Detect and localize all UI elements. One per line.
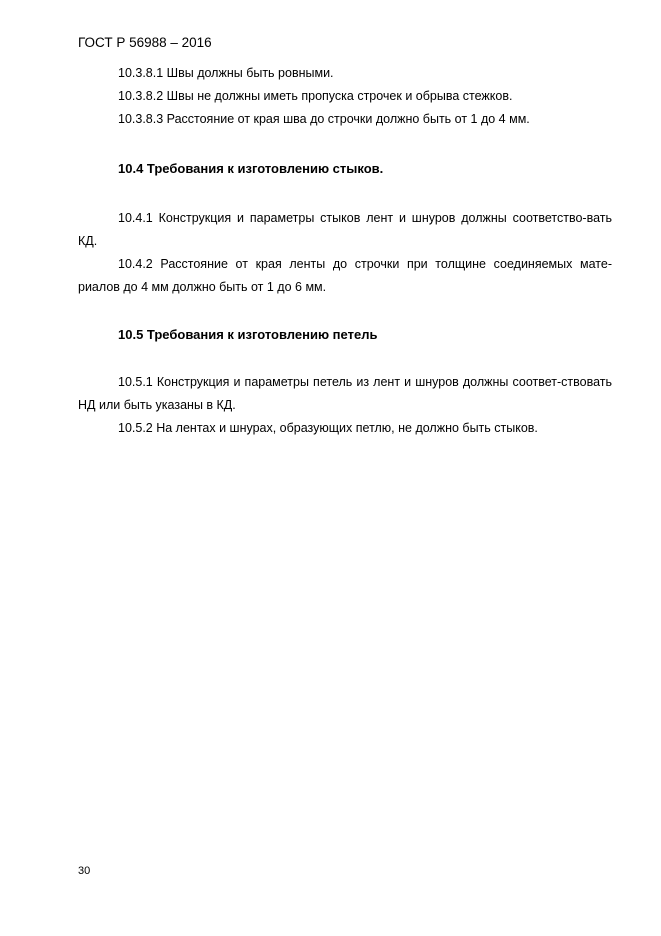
document-code-header: ГОСТ Р 56988 – 2016 xyxy=(78,35,212,50)
paragraph-10-3-8-3: 10.3.8.3 Расстояние от края шва до строчки должно быть от 1 до 4 мм. xyxy=(118,112,530,126)
paragraph-10-3-8-2: 10.3.8.2 Швы не должны иметь пропуска строчек и обрыва стежков. xyxy=(118,89,513,103)
paragraph-10-5-2: 10.5.2 На лентах и шнурах, образующих петлю, не должно быть стыков. xyxy=(118,421,538,435)
paragraph-10-3-8-1: 10.3.8.1 Швы должны быть ровными. xyxy=(118,66,334,80)
block-10-3-8 xyxy=(78,62,612,131)
section-heading-10-5: 10.5 Требования к изготовлению петель xyxy=(118,327,378,342)
paragraph-10-5-1: 10.5.1 Конструкция и параметры петель из лент и шнуров должны соответ-ствовать НД или быть указаны в КД. xyxy=(78,375,612,412)
section-heading-10-4: 10.4 Требования к изготовлению стыков. xyxy=(118,161,384,176)
section-10-5 xyxy=(78,323,612,346)
paragraph-10-4-1: 10.4.1 Конструкция и параметры стыков лент и шнуров должны соответство-вать КД. xyxy=(78,211,612,248)
page-number: 30 xyxy=(78,865,91,877)
section-10-4 xyxy=(78,157,612,180)
paragraph-10-4-2: 10.4.2 Расстояние от края ленты до строчки при толщине соединяемых мате-риалов до 4 мм должно быть от 1 до 6 мм. xyxy=(78,257,612,294)
section-10-5-body xyxy=(78,371,612,440)
section-10-4-body xyxy=(78,207,612,299)
